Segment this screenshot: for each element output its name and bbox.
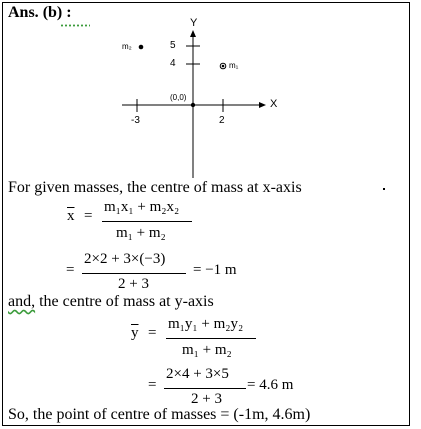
x-equals: =	[84, 208, 93, 224]
y-formula-fraction-bar	[166, 338, 256, 339]
x-substitution-numerator: 2×2 + 3×(−3)	[84, 251, 166, 267]
origin-point	[191, 103, 195, 107]
y-formula-numerator: m₁y₁ + m₂y₂	[168, 316, 244, 332]
x-intro-text: For given masses, the centre of mass at x-axis	[8, 179, 302, 196]
y-axis-label: Y	[190, 17, 198, 29]
stray-dot	[383, 188, 385, 190]
tick-label-neg3: -3	[131, 115, 140, 126]
y-result: = 4.6 m	[247, 377, 294, 393]
x-result: = −1 m	[193, 262, 237, 278]
tick-label-2: 2	[219, 115, 225, 126]
y-bar-symbol: $\overline{y}$	[131, 325, 139, 341]
y-formula-denominator: m₁ + m₂	[182, 342, 232, 358]
mass1-label: m₁	[229, 61, 239, 70]
mass2-point	[139, 45, 144, 50]
conclusion-text: So, the point of centre of masses = (-1m, 4.6m)	[8, 406, 311, 423]
tick-label-5: 5	[170, 40, 176, 51]
y-substitution-fraction-bar	[164, 388, 246, 389]
x-substitution-fraction-bar	[82, 273, 186, 274]
answer-prefix: Ans.	[8, 4, 43, 21]
y-substitution-denominator: 2 + 3	[191, 391, 222, 407]
coordinate-diagram	[0, 0, 421, 185]
x-formula-denominator: m₁ + m₂	[116, 225, 166, 241]
x-formula-fraction-bar	[102, 221, 192, 222]
origin-label: (0,0)	[170, 93, 187, 102]
x-bar-symbol: $\overline{x}$	[67, 208, 75, 224]
mass2-label: m₂	[122, 42, 132, 51]
x-axis-arrow	[259, 102, 266, 108]
x-formula-numerator: m₁x₁ + m₂x₂	[104, 199, 180, 215]
y-equals: =	[148, 325, 157, 341]
y-intro-text: and, the centre of mass at y-axis	[8, 293, 214, 310]
y-substitution-numerator: 2×4 + 3×5	[166, 366, 229, 382]
answer-choice: (b) :	[42, 4, 72, 21]
x-substitution-equals: =	[66, 262, 75, 278]
x-axis-label: X	[270, 98, 278, 110]
x-substitution-denominator: 2 + 3	[118, 276, 149, 292]
y-axis-arrow	[190, 30, 196, 37]
tick-label-4: 4	[170, 58, 176, 69]
y-substitution-equals: =	[148, 377, 157, 393]
